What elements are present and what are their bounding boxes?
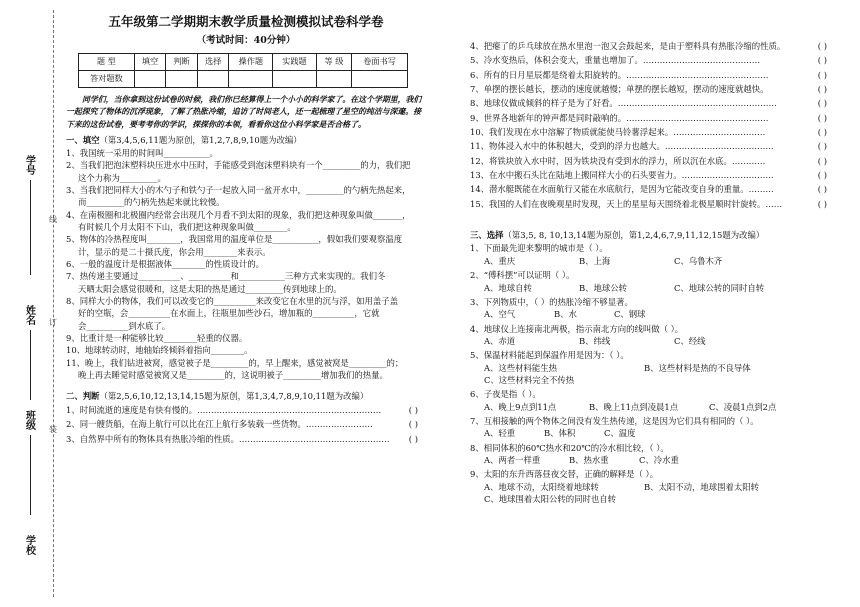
exam-title: 五年级第二学期期末教学质量检测模拟试卷科学卷: [108, 14, 384, 29]
choice-options: [470, 256, 835, 267]
fill-note: （第3,4,5,6,11题为原创，第1,2,7,8,9,10题为改编）: [99, 134, 302, 145]
fill-question-line: 5、物体的冷热程度叫________，我国常用的温度单位是___________，假如我们要观察温度: [66, 234, 403, 245]
judge-item: [470, 141, 835, 152]
fill-question-line: 晚上再去睡觉时感觉被窝又是_________的，这说明被子_________增加我们的热量。: [78, 370, 388, 381]
choice-stem: 3、下列物质中，（ ）的热胀冷缩不够显著。: [470, 296, 633, 307]
score-cell[interactable]: [166, 70, 198, 87]
fill-question-line: 9、比重计是一种能够比较________轻重的仪器。: [66, 333, 248, 344]
judge-item: [470, 170, 835, 181]
choice-option[interactable]: B、上海: [579, 255, 611, 266]
choice-options: [470, 309, 835, 320]
score-cell[interactable]: [316, 70, 351, 87]
choice-option[interactable]: A、两者一样重: [484, 454, 541, 465]
choice-option[interactable]: C、经线: [674, 335, 706, 346]
judge-question: 6、所有的日月星辰都是绕着太阳旋转的。……………………………………………: [470, 69, 769, 80]
answer-parentheses[interactable]: ( ): [817, 69, 827, 80]
fill-question-line: 6、一般的温度计是根据液体________的性质设计的。: [66, 259, 264, 270]
fill-question-line: 7、热传递主要通过__________、__________和___________三种方式来实现的。我们冬: [66, 271, 386, 282]
fill-question-line: 11、晚上，我们钻进被窝，感觉被子是_________的，早上醒来，感觉被窝是_________的；: [66, 357, 404, 368]
judge-item: [470, 184, 835, 195]
right-column: [470, 40, 835, 508]
name-label: 姓名: [23, 305, 35, 325]
score-cell[interactable]: [134, 70, 166, 87]
judge-item: [470, 98, 835, 109]
choice-option[interactable]: B、太阳不动，地球围着太阳转: [644, 481, 760, 492]
choice-stem: 8、相同体积的60℃热水和20℃的冷水相比较，（ ）。: [470, 442, 669, 453]
answer-parentheses[interactable]: ( ): [817, 170, 827, 181]
judge-question: 12、将铁块放入水中时，因为铁块没有受到水的浮力，所以沉在水底。…………: [470, 155, 766, 166]
choice-option[interactable]: B、水: [554, 309, 577, 320]
score-table-header-row: [79, 53, 408, 70]
answer-parentheses[interactable]: ( ): [817, 184, 827, 195]
choice-section-heading: [470, 230, 835, 241]
choice-option[interactable]: C、冷水重: [639, 454, 679, 465]
fill-question-line: 8、同样大小的物体，我们可以改变它的__________来改变它在水里的沉与浮，如用盖子盖: [66, 296, 398, 307]
score-cell[interactable]: [229, 70, 273, 87]
binding-mark-staple: 订: [49, 318, 57, 327]
fill-question-line: 会__________到水底了。: [78, 320, 171, 331]
choice-options: [470, 455, 835, 466]
score-header-cell: 判断: [166, 53, 198, 70]
choice-options: [470, 402, 835, 413]
fill-question-line: 1、我国统一采用的时间叫___________。: [66, 147, 218, 158]
fill-question-line: 而_________的勺柄先热起来就比较慢。: [78, 197, 225, 208]
choice-option[interactable]: C、温度: [604, 428, 636, 439]
judge-question: 7、单摆的摆长越长，摆动的速度就越慢；单摆的摆长越短，摆动的速度就越快。: [470, 84, 769, 95]
choice-options: [470, 363, 835, 374]
choice-question: [470, 443, 835, 467]
fill-question-line: 3、当我们把同样大小的木勺子和铁勺子一起放入同一盆开水中，_________的勺柄先热起来，: [66, 184, 411, 195]
choice-options: [470, 375, 835, 386]
answer-parentheses[interactable]: ( ): [817, 55, 827, 66]
choice-option[interactable]: C、这些材料完全不传热: [484, 374, 575, 385]
judge-item: [66, 434, 426, 445]
student-number-label: 学号: [23, 155, 35, 175]
choice-options: [470, 482, 835, 493]
exam-duration: （考试时间：40分钟）: [196, 34, 296, 46]
answer-parentheses[interactable]: ( ): [817, 127, 827, 138]
choice-option[interactable]: A、空气: [484, 309, 516, 320]
choice-option[interactable]: C、乌鲁木齐: [674, 255, 723, 266]
score-table-answer-row: [79, 70, 408, 87]
score-header-cell: 等 级: [316, 53, 351, 70]
choice-question: [470, 324, 835, 348]
choice-option[interactable]: C、地球围着太阳公转的同时也自转: [484, 494, 617, 504]
answer-parentheses[interactable]: ( ): [817, 141, 827, 152]
score-cell[interactable]: [273, 70, 317, 87]
choice-option[interactable]: C、凌晨1点到2点: [709, 401, 777, 412]
choice-option[interactable]: A、地球不动，太阳绕着地球转: [484, 481, 599, 492]
choice-stem: 7、互相接触的两个物体之间没有发生热传递，这是因为它们具有相同的（ ）。: [470, 415, 759, 426]
judge-item: [470, 55, 835, 66]
answer-parentheses[interactable]: ( ): [817, 98, 827, 109]
fill-question-line: 有时候几个月太阳不下山，我们把这种现象叫做________。: [78, 222, 296, 233]
judge-question: 4、把瘪了的乒乓球放在热水里泡一泡又会鼓起来，是由于塑料具有热胀冷缩的性质。: [470, 41, 786, 51]
class-line: [30, 435, 31, 515]
fill-question-line: 4、在南极圈和北极圈内经常会出现几个月看不到太阳的现象，我们把这种现象叫做_______，: [66, 209, 411, 220]
judge-item: [470, 70, 835, 81]
judge-question: 14、潜水艇既能在水面航行又能在水底航行，是因为它能改变自身的重量。………: [470, 184, 774, 195]
answer-parentheses[interactable]: ( ): [817, 155, 827, 166]
answer-parentheses[interactable]: ( ): [408, 404, 418, 415]
judge-item: [470, 84, 835, 95]
choice-option[interactable]: A、晚上9点到11点: [484, 401, 557, 412]
answer-parentheses[interactable]: ( ): [817, 84, 827, 95]
fill-question-line: 好的空瓶，会__________在水面上，往瓶里加些沙石，增加瓶的__________，它就: [78, 308, 380, 319]
fill-question-line: 这个力称为_________。: [78, 172, 166, 183]
choice-stem: 9、太阳的东升西落昼夜交替，正确的解释是（ ）。: [470, 469, 659, 480]
judge-section-heading: [66, 391, 426, 402]
judge-question: 8、地球仪做成倾斜的样子是为了好看。…………………………………………………: [470, 98, 777, 109]
score-cell[interactable]: [352, 70, 408, 87]
choice-stem: 6、子夜是指（ ）。: [470, 389, 541, 400]
fill-section-heading: [66, 135, 426, 146]
answer-parentheses[interactable]: ( ): [408, 433, 418, 444]
judge-item: [470, 113, 835, 124]
score-table: [78, 53, 408, 88]
binding-dashed-line: [53, 10, 54, 597]
choice-question: [470, 389, 835, 413]
answer-parentheses[interactable]: ( ): [817, 41, 827, 51]
score-header-cell: 题 型: [79, 53, 135, 70]
choice-options: [470, 283, 835, 294]
answer-parentheses[interactable]: ( ): [817, 112, 827, 123]
choice-option[interactable]: A、赤道: [484, 335, 516, 346]
binding-mark-bind: 装: [49, 425, 57, 434]
answer-parentheses[interactable]: ( ): [408, 419, 418, 430]
judge-question: 5、冷水变热后，体积会变大，重量也增加了。……………………………………: [470, 55, 761, 66]
choice-option[interactable]: A、轻重: [484, 428, 516, 439]
choice-option[interactable]: B、晚上11点到凌晨1点: [589, 401, 679, 412]
binding-strip: [0, 0, 62, 607]
left-column: [66, 14, 426, 448]
name-line: [30, 330, 31, 400]
choice-question: [470, 297, 835, 321]
fill-question-line: 2、当我们把泡沫塑料块压进水中压时，手能感受到泡沫塑料块有一个_________的力，我们把: [66, 160, 411, 171]
choice-heading: 三、选择: [470, 230, 504, 241]
judge-question: 10、我们发现在水中溶解了物质就能使马铃薯浮起来。……………………………: [470, 127, 766, 138]
student-number-line: [30, 180, 31, 275]
judge-question: 15、我国的人们在夜晚观星时发现，天上的星星每天围绕着北极星顺时针旋转。……: [470, 198, 783, 209]
judge-note: （第2,5,6,10,12,13,14,15题为原创，第1,3,4,7,8,9,10,11题为改编）: [99, 391, 369, 402]
fill-question-line: 天晒太阳会感觉很暖和，这是太阳的热是通过_________传到地球上的。: [78, 283, 342, 294]
judge-item: [470, 41, 835, 52]
judge-heading: 二、判断: [66, 391, 100, 402]
fill-question-line: 10、地球转动时，地轴始终倾斜着指向________。: [66, 345, 253, 356]
choice-note: （第3,5, 8, 10,13,14题为原创，第1,2,4,6,7,9,11,12,15题为改编）: [503, 230, 765, 241]
answer-parentheses[interactable]: ( ): [817, 198, 827, 209]
choice-option[interactable]: C、地球公转的同时自转: [674, 282, 765, 293]
judge-question: 9、世界各地新年的钟声都是同时敲响的。……………………………………………: [470, 112, 769, 123]
score-header-cell: 卷面书写: [352, 53, 408, 70]
fill-questions: [66, 148, 426, 382]
choice-option[interactable]: A、这些材料能生热: [484, 362, 558, 373]
choice-option[interactable]: B、体积: [544, 428, 576, 439]
score-header-cell: 操作题: [229, 53, 273, 70]
choice-option[interactable]: B、地球公转: [579, 282, 628, 293]
choice-option[interactable]: A、重庆: [484, 255, 516, 266]
choice-option[interactable]: A、地球自转: [484, 282, 532, 293]
choice-option[interactable]: C、钢球: [614, 309, 646, 320]
choice-options: [470, 428, 835, 439]
judge-question: 13、在水中搬石头比在陆地上搬同样大小的石头要省力。……………………………: [470, 170, 774, 181]
judge-item: [66, 405, 426, 416]
score-header-cell: 填空: [134, 53, 166, 70]
class-label: 班级: [23, 410, 35, 430]
judge-question: 11、物体浸入水中的体积越大，受到的浮力也越大。…………………………………: [470, 141, 774, 152]
choice-stem: 5、保温材料能起到保温作用是因为：（ ）。: [470, 350, 629, 361]
choice-stem: 1、下面最先迎来黎明的城市是（ ）。: [470, 243, 608, 254]
choice-stem: 4、地球仪上连接南北两极，指示南北方向的线叫做（ ）。: [470, 323, 684, 334]
intro-paragraph: 同学们，当你拿到这份试卷的时候，我们你已经算得上一个小小的科学家了。在这个学期里，我们一起探究了物体的沉浮现象，了解了热胀冷缩，追访了时间老人，还一起梳理了星空的纯洁与深邃。接下来的这份试卷，要考考你的学识，探探你的本领，看看你这位小科学家是否合格了。: [66, 94, 422, 129]
judge-question: 2、同一艘货船，在海上航行可以比在江上航行多装载一些货物。……………………: [66, 419, 373, 430]
fill-question-line: 计，显示的是二十摄氏度，你会用________来表示。: [78, 246, 271, 257]
binding-mark-line: 线: [49, 215, 57, 224]
choice-option[interactable]: B、热水重: [569, 454, 609, 465]
fill-heading: 一、填空: [66, 134, 100, 145]
choice-question: [470, 469, 835, 505]
score-header-cell: 选择: [197, 53, 229, 70]
judge-item: [470, 127, 835, 138]
school-label: 学校: [23, 535, 35, 555]
judge-question: 3、自然界中所有的物体具有热胀冷缩的性质。………………………………………………: [66, 433, 390, 444]
judge-question: 1、时间流逝的速度是有快有慢的。…………………………………………………………: [66, 404, 382, 415]
choice-question: [470, 350, 835, 386]
score-row-label: 答对题数: [79, 70, 135, 87]
choice-question: [470, 270, 835, 294]
score-header-cell: 实践题: [273, 53, 317, 70]
choice-option[interactable]: B、纬线: [579, 335, 611, 346]
judge-item: [470, 199, 835, 210]
choice-options: [470, 336, 835, 347]
choice-option[interactable]: B、这些材料是热的不良导体: [644, 362, 751, 373]
choice-question: [470, 416, 835, 440]
choice-question: [470, 243, 835, 267]
choice-options: [470, 494, 835, 505]
choice-stem: 2、“傅科摆”可以证明（ ）。: [470, 270, 575, 281]
judge-item: [470, 156, 835, 167]
judge-item: [66, 419, 426, 430]
score-cell[interactable]: [197, 70, 229, 87]
